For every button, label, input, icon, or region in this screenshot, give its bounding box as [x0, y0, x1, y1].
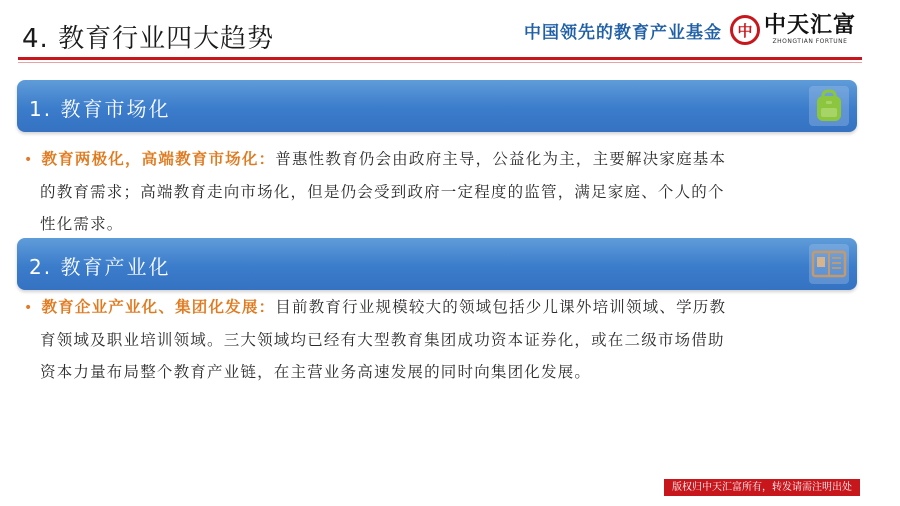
brand-tagline: 中国领先的教育产业基金 — [523, 22, 722, 43]
logo-chinese-name: 中天汇富 — [763, 13, 856, 38]
bullet-text: 的教育需求；高端教育走向市场化，但是仍会受到政府一定程度的监管，满足家庭、个人的个 — [40, 183, 725, 201]
bullet-text: 资本力量布局整个教育产业链，在主营业务高速发展的同时向集团化发展。 — [40, 363, 592, 381]
section-header-education-industrialization — [17, 238, 857, 290]
book-icon — [809, 244, 849, 284]
section-label: 2. 教育产业化 — [29, 255, 171, 279]
bullet-text: 普惠性教育仍会由政府主导，公益化为主，主要解决家庭基本 — [275, 150, 727, 168]
bullet-text: 育领域及职业培训领域。三大领域均已经有大型教育集团成功资本证券化，或在二级市场借助 — [40, 331, 725, 349]
bullet-text: 目前教育行业规模较大的领域包括少儿课外培训领域、学历教 — [275, 298, 727, 316]
title-divider-thin — [18, 62, 862, 63]
logo-english-name: ZHONGTIAN FORTUNE — [772, 38, 848, 45]
section-header-education-marketization — [17, 80, 857, 132]
company-logo-icon: 中 — [730, 15, 760, 45]
bullet-dot: • — [24, 152, 34, 168]
bullet-education-marketization — [24, 143, 830, 240]
bullet-highlight: 教育企业产业化、集团化发展： — [41, 298, 276, 316]
page-title: 4. 教育行业四大趋势 — [22, 24, 275, 54]
section-label: 1. 教育市场化 — [29, 97, 171, 121]
bullet-dot: • — [24, 300, 34, 316]
brand-header — [524, 14, 856, 46]
bullet-highlight: 教育两极化，高端教育市场化： — [41, 150, 276, 168]
backpack-icon — [809, 86, 849, 126]
copyright-notice: 版权归中天汇富所有，转发请需注明出处 — [664, 479, 860, 496]
title-divider — [18, 57, 862, 60]
company-logo — [764, 14, 856, 46]
bullet-education-industrialization — [24, 291, 830, 388]
bullet-text: 性化需求。 — [40, 215, 124, 233]
